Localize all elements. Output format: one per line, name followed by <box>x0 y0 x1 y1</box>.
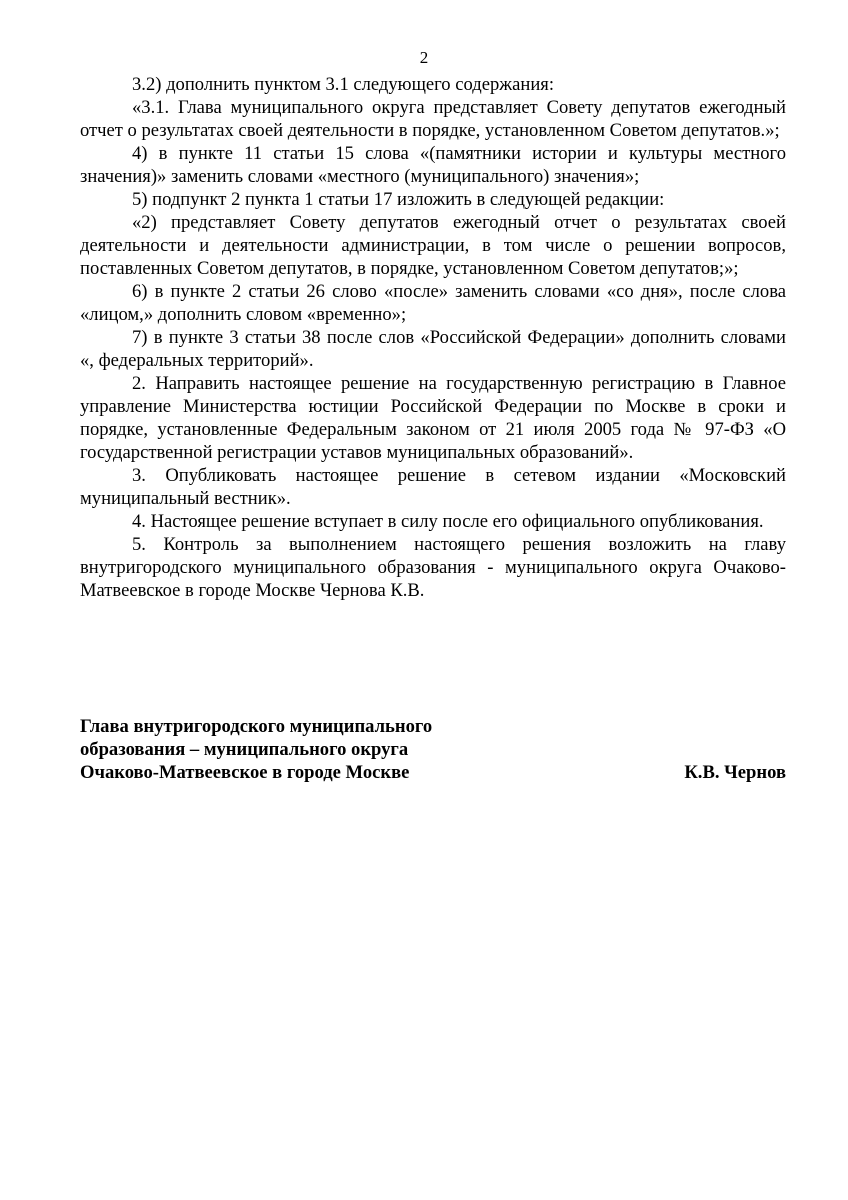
document-body <box>80 73 786 602</box>
paragraph-item-3: 3. Опубликовать настоящее решение в сетевом издании «Московский муниципальный вестник». <box>80 465 786 509</box>
paragraph-item-5: 5. Контроль за выполнением настоящего решения возложить на главу внутригородского муниципального образования - муниципального округа Очаково-Матвеевское в городе Москве Чернова К.В. <box>80 534 786 601</box>
paragraph-amendment-5: 5) подпункт 2 пункта 1 статьи 17 изложить в следующей редакции: <box>132 189 665 210</box>
paragraph-item-4: 4. Настоящее решение вступает в силу после его официального опубликования. <box>132 511 764 532</box>
page-number: 2 <box>419 48 429 67</box>
signature-block <box>80 715 786 784</box>
paragraph-quote-2: «2) представляет Совету депутатов ежегодный отчет о результатах своей деятельности и деятельности администрации, в том числе о решении вопросов, поставленных Советом депутатов, в порядке, установленном Советом депутатов;»; <box>80 212 786 279</box>
paragraph-item-2: 2. Направить настоящее решение на государственную регистрацию в Главное управление Министерства юстиции Российской Федерации по Москве в сроки и порядке, установленные Федеральным законом от 21 июля 2005 года № 97-ФЗ «О государственной регистрации уставов муниципальных образований». <box>80 373 786 463</box>
signatory-name: К.В. Чернов <box>684 762 786 783</box>
signature-title-line-1: Глава внутригородского муниципального <box>80 716 433 737</box>
paragraph-amendment-6: 6) в пункте 2 статьи 26 слово «после» заменить словами «со дня», после слова «лицом,» дополнить словом «временно»; <box>80 281 786 325</box>
paragraph-amendment-7: 7) в пункте 3 статьи 38 после слов «Российской Федерации» дополнить словами «, федеральных территорий». <box>80 327 786 371</box>
paragraph-quote-3-1: «3.1. Глава муниципального округа представляет Совету депутатов ежегодный отчет о результатах своей деятельности в порядке, установленном Советом депутатов.»; <box>80 97 786 141</box>
signature-title-line-2: образования – муниципального округа <box>80 739 409 760</box>
paragraph-amendment-3-2: 3.2) дополнить пунктом 3.1 следующего содержания: <box>132 74 554 95</box>
signature-title-line-3: Очаково-Матвеевское в городе Москве <box>80 762 410 783</box>
paragraph-amendment-4: 4) в пункте 11 статьи 15 слова «(памятники истории и культуры местного значения)» заменить словами «местного (муниципального) значения»; <box>80 143 786 187</box>
